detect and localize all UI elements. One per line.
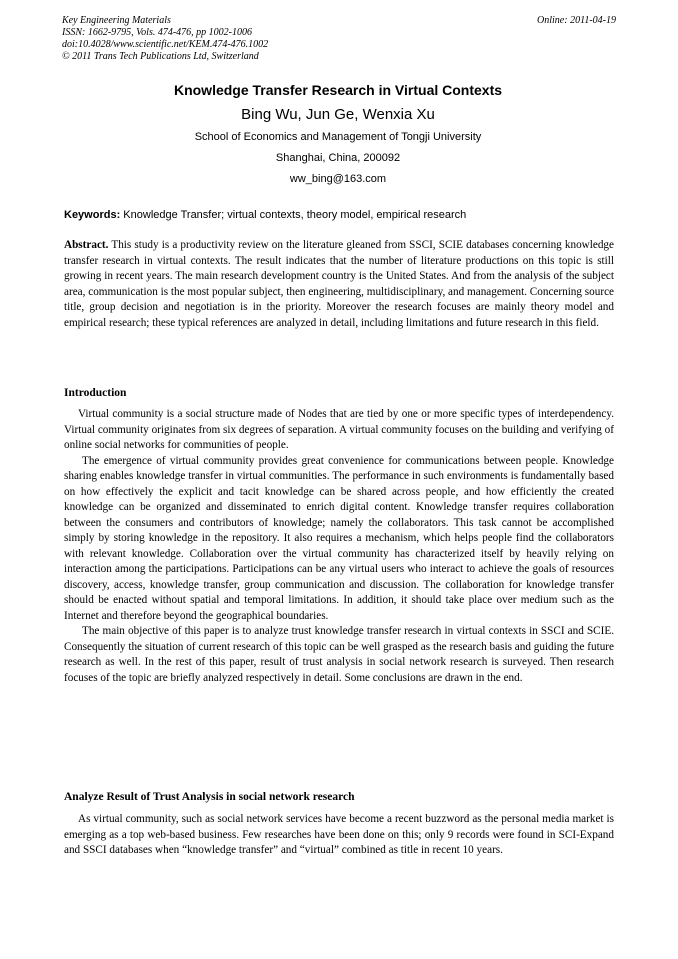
paper-authors: Bing Wu, Jun Ge, Wenxia Xu — [241, 106, 435, 123]
journal-header — [62, 15, 268, 63]
intro-paragraph-2: The emergence of virtual community provides great convenience for communications between people. Knowledge sharing enables knowledge transfer in virtual communities. The performance in such environments is fundamentally based on how effectively the explicit and tacit knowledge can be shared across people, and how efficiently the created knowledge can be organized and disseminated to enrich digital content. Knowledge transfer requires collaboration between the consumers and contributors of knowledge; namely the collaborators. This task cannot be accomplished simply by storing knowledge in the repository. It also requires a mechanism, which helps people find the collaborators with relevant knowledge. Collaboration over the virtual community has characterized itself by heavily relying on interaction among the participations. Participations can be any virtual users who interact to achieve the goals of resources discovery, access, knowledge transfer, group communication and discussion. The collaboration for knowledge transfer should be enacted without spatial and temporal limitations. In addition, it should take place over medium such as the Internet and therefore beyond the geographical boundaries. — [64, 454, 614, 622]
abstract-text: This study is a productivity review on the literature gleaned from SSCI, SCIE databases concerning knowledge transfer research in virtual contexts. The result indicates that the number of literature productions on this topic is still growing in recent years. The main research development country is the United States. And from the analysis of the subject area, communication is the most popular subject, then engineering, multidisciplinary, and management. Concerning source title, group decision and negotiation is in the priority. Moreover the research focuses are mainly theory model and empirical research; these typical references are analyzed in detail, including limitations and future research in this field. — [64, 239, 614, 329]
intro-paragraph-1: Virtual community is a social structure made of Nodes that are tied by one or more specific types of interdependency. Virtual community originates from six degrees of separation. A virtual community focuses on the building and verifying of online social networks for communities of people. — [64, 408, 614, 451]
section2-body — [64, 812, 614, 859]
email: ww_bing@163.com — [289, 173, 387, 185]
introduction-body — [64, 407, 614, 686]
issn-line: ISSN: 1662-9795, Vols. 474-476, pp 1002-1006 — [62, 27, 252, 38]
journal-name: Key Engineering Materials — [62, 15, 171, 26]
keywords — [64, 208, 466, 222]
paper-title: Knowledge Transfer Research in Virtual Contexts — [173, 82, 503, 98]
title-block — [62, 81, 614, 190]
keywords-label: Keywords: — [64, 209, 121, 221]
introduction-heading: Introduction — [64, 387, 127, 399]
abstract-label: Abstract. — [64, 239, 109, 251]
online-date: Online: 2011-04-19 — [537, 15, 616, 26]
section2-heading: Analyze Result of Trust Analysis in social network research — [64, 791, 355, 803]
copyright-line: © 2011 Trans Tech Publications Ltd, Switzerland — [62, 51, 259, 62]
doi-line: doi:10.4028/www.scientific.net/KEM.474-476.1002 — [62, 39, 269, 50]
location: Shanghai, China, 200092 — [275, 152, 401, 164]
section2-paragraph-1: As virtual community, such as social network services have become a recent buzzword as the personal media market is emerging as a top web-based business. Few researches have been done on this; only 9 records were found in SCI-Expand and SSCI databases when “knowledge transfer” and “virtual” combined as title in recent 10 years. — [64, 813, 614, 856]
keywords-text: Knowledge Transfer; virtual contexts, theory model, empirical research — [120, 209, 467, 221]
affiliation: School of Economics and Management of Tongji University — [194, 131, 482, 143]
intro-paragraph-3: The main objective of this paper is to analyze trust knowledge transfer research in virtual contexts in SSCI and SCIE. Consequently the situation of current research of this topic can be well grasped as the research basis and guiding the future research as well. In the rest of this paper, result of trust analysis in social network research is surveyed. Then research focuses of the topic are briefly analyzed respectively in detail. Some conclusions are drawn in the end. — [64, 625, 614, 684]
abstract — [64, 238, 614, 331]
